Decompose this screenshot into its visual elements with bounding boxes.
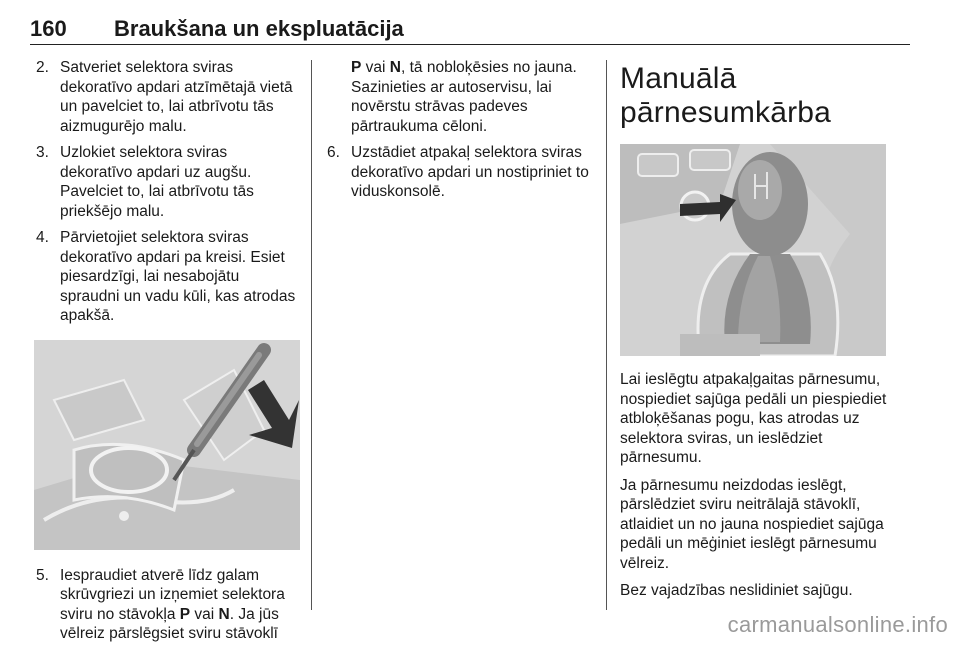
gear-n-label: N [389,59,401,76]
step-text [60,567,285,643]
screwdriver-drawing [34,340,300,550]
column-3 [620,58,890,609]
step-6 [327,143,597,202]
step-3 [36,143,302,221]
step-number: 4. [36,229,49,246]
step-text: Uzlokiet selektora sviras dekoratīvo apdari uz augšu. Pavelciet to, lai atbrīvotu tās priekšējo malu. [60,144,254,220]
chapter-title: Braukšana un ekspluatācija [114,16,404,41]
column-divider-1 [311,60,312,610]
column-2 [327,58,597,209]
step-text: Uzstādiet atpakaļ selektora sviras dekoratīvo apdari un nostipriniet to viduskonsolē. [351,144,589,200]
gear-p-label: P [179,605,191,623]
step-text-part: , tā nobloķēsies no jauna. Sazinieties ar autoservisu, lai novērstu strāvas padeves pārtraukuma cēloni. [351,59,577,135]
step-text-part: vai [190,605,219,623]
section-title-line-1: Manuālā [620,62,737,95]
gear-lever-illustration [620,144,886,356]
step-number: 6. [327,144,340,161]
screwdriver-illustration [34,340,300,550]
page-header [30,12,910,45]
gear-n-label: N [218,605,230,623]
paragraph-gear-retry: Ja pārnesumu neizdodas ieslēgt, pārslēdziet sviru neitrālajā stāvoklī, atlaidiet un no jauna nospiediet sajūga pedāli un mēģiniet ieslēgt pārnesumu vēlreiz. [620,476,884,572]
section-title-line-2: pārnesumkārba [620,96,832,129]
step-2 [36,58,302,136]
step-text: Pārvietojiet selektora sviras dekoratīvo apdari pa kreisi. Esiet piesardzīgi, lai nesabojātu spraudni un vadu kūli, kas atrodas apakšā. [60,229,296,324]
step-number: 5. [36,566,49,584]
column-1 [36,58,302,651]
gear-lever-drawing [620,144,886,356]
step-4 [36,228,302,326]
step-number: 3. [36,144,49,161]
page-number: 160 [30,16,67,41]
step-text-part: vai [361,59,390,76]
step-text-part: . Ja jūs vēlreiz pārslēgsiet sviru stāvoklī [60,605,279,642]
paragraph-clutch-note: Bez vajadzības neslidiniet sajūgu. [620,582,853,599]
step-text: Satveriet selektora sviras dekoratīvo apdari atzīmētajā vietā un pavelciet to, lai atbrīvotu tās aizmugurējo malu. [60,59,293,135]
paragraph-reverse-gear: Lai ieslēgtu atpakaļgaitas pārnesumu, nospiediet sajūga pedāli un piespiediet atbloķēšanas pogu, kas atrodas uz selektora sviras, un ieslēdziet pārnesumu. [620,371,887,466]
step-text-part: Iespraudiet atverē līdz galam skrūvgriezi un izņemiet selektora sviru no stāvokļa [60,566,285,623]
column-divider-2 [606,60,607,610]
step-text [351,59,577,135]
step-5-continued [327,58,597,136]
step-5 [36,566,302,644]
gear-p-label: P [351,59,362,76]
section-title [620,62,890,130]
watermark: carmanualsonline.info [727,612,948,637]
step-number: 2. [36,59,49,76]
